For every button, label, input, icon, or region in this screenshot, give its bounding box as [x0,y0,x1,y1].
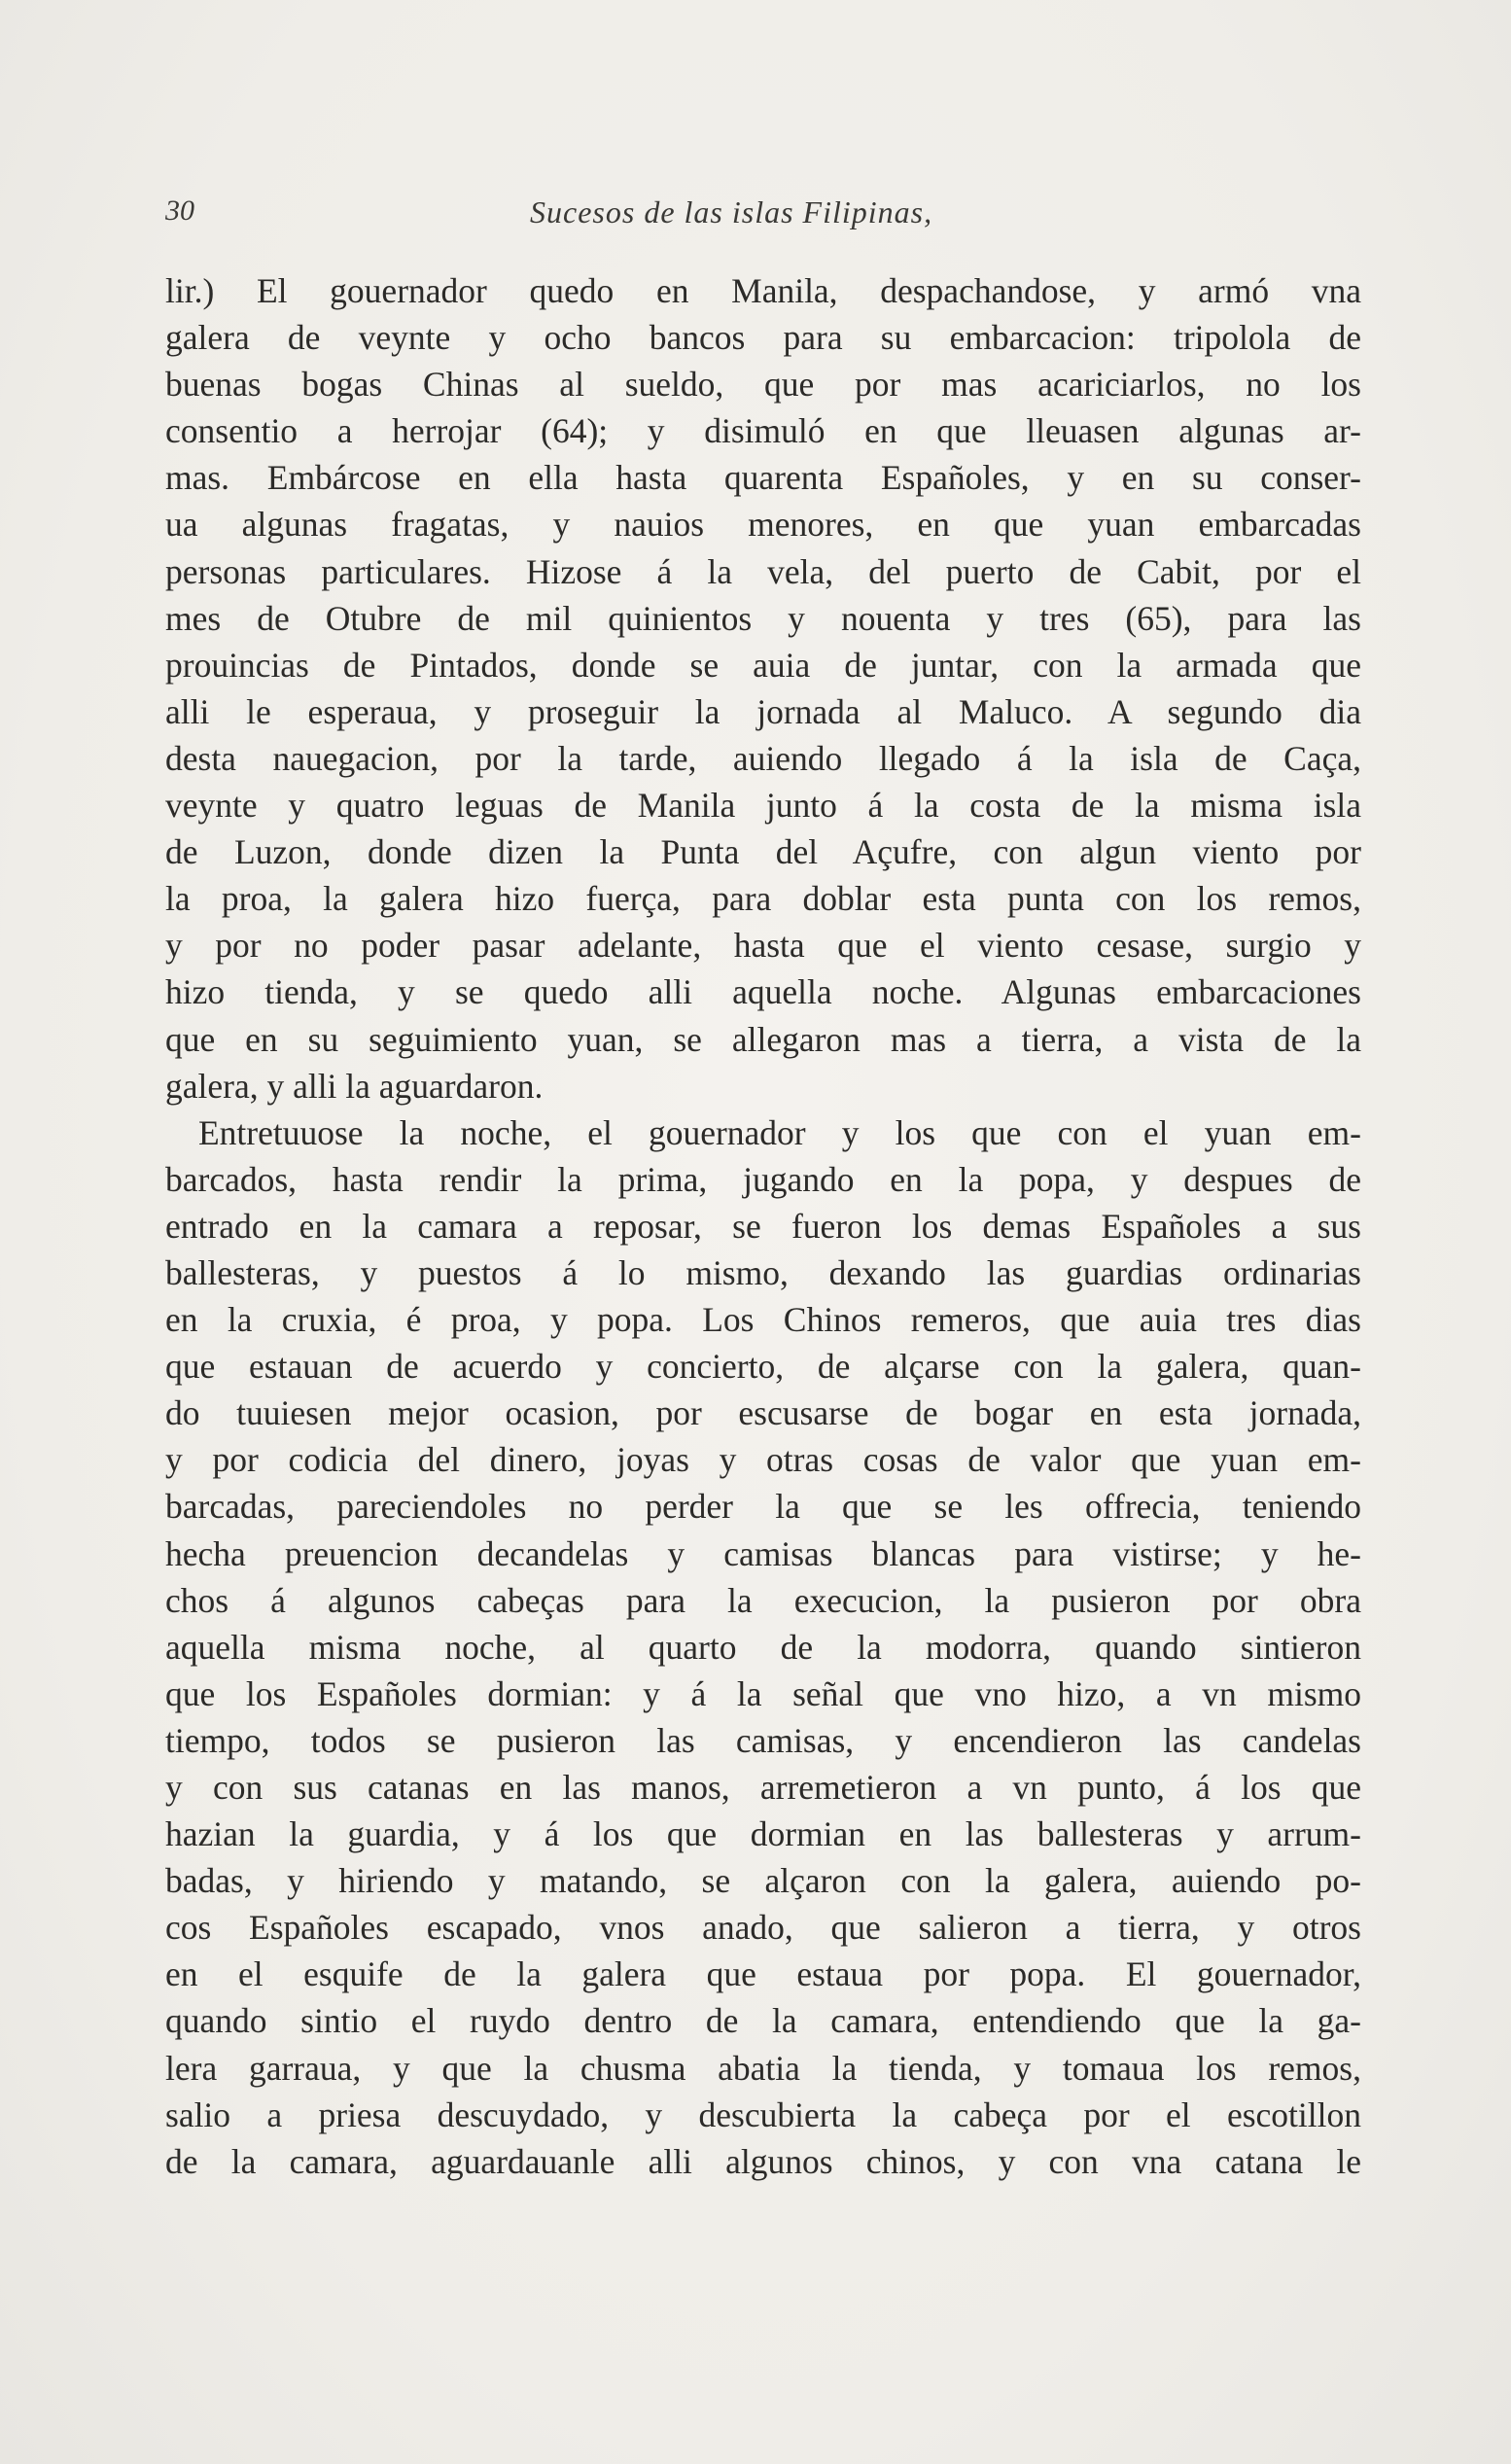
text-line: alli le esperaua, y proseguir la jornada al Maluco. A segundo dia [165,691,1361,731]
paragraph-start-line: Entretuuose la noche, el gouernador y los que con el yuan em- [198,1112,1361,1152]
text-line: mes de Otubre de mil quinientos y nouenta y tres (65), para las [165,598,1361,638]
page-number: 30 [165,194,194,227]
paragraph-end-line: galera, y alli la aguardaron. [165,1066,544,1106]
text-line: y con sus catanas en las manos, arremetieron a vn punto, á los que [165,1768,1361,1807]
text-line: hizo tienda, y se quedo alli aquella noche. Algunas embarcaciones [165,972,1361,1012]
text-line: desta nauegacion, por la tarde, auiendo llegado á la isla de Caça, [165,738,1361,778]
text-line: que en su seguimiento yuan, se allegaron mas a tierra, a vista de la [165,1019,1361,1059]
text-line: badas, y hiriendo y matando, se alçaron con la galera, auiendo po- [165,1861,1361,1901]
text-line: veynte y quatro leguas de Manila junto á la costa de la misma isla [165,786,1361,826]
text-line: barcados, hasta rendir la prima, jugando en la popa, y despues de [165,1159,1361,1199]
text-line: y por codicia del dinero, joyas y otras cosas de valor que yuan em- [165,1440,1361,1480]
text-line: hazian la guardia, y á los que dormian en las ballesteras y arrum- [165,1814,1361,1854]
text-line: quando sintio el ruydo dentro de la camara, entendiendo que la ga- [165,2001,1361,2041]
text-line: la proa, la galera hizo fuerça, para doblar esta punta con los remos, [165,879,1361,919]
text-line: barcadas, pareciendoles no perder la que se les offrecia, teniendo [165,1487,1361,1527]
text-line: prouincias de Pintados, donde se auia de juntar, con la armada que [165,645,1361,685]
text-line: que estauan de acuerdo y concierto, de alçarse con la galera, quan- [165,1347,1361,1387]
text-line: ballesteras, y puestos á lo mismo, dexando las guardias ordinarias [165,1252,1361,1292]
text-line: en la cruxia, é proa, y popa. Los Chinos remeros, que auia tres dias [165,1300,1361,1340]
text-line: que los Españoles dormian: y á la señal que vno hizo, a vn mismo [165,1673,1361,1713]
text-line: cos Españoles escapado, vnos anado, que salieron a tierra, y otros [165,1908,1361,1948]
body-text [165,267,1361,2185]
text-line: y por no poder pasar adelante, hasta que el viento cesase, surgio y [165,926,1361,966]
text-line: entrado en la camara a reposar, se fueron los demas Españoles a sus [165,1206,1361,1246]
text-line: salio a priesa descuydado, y descubierta la cabeça por el escotillon [165,2094,1361,2134]
text-line: tiempo, todos se pusieron las camisas, y encendieron las candelas [165,1720,1361,1760]
text-line: mas. Embárcose en ella hasta quarenta Españoles, y en su conser- [165,458,1361,498]
text-line: chos á algunos cabeças para la execucion, la pusieron por obra [165,1580,1361,1620]
text-line: galera de veynte y ocho bancos para su embarcacion: tripolola de [165,318,1361,358]
running-head [165,194,1381,233]
text-line: do tuuiesen mejor ocasion, por escusarse de bogar en esta jornada, [165,1393,1361,1433]
text-line: personas particulares. Hizose á la vela, del puerto de Cabit, por el [165,551,1361,591]
text-line: aquella misma noche, al quarto de la modorra, quando sintieron [165,1627,1361,1667]
text-line: lera garraua, y que la chusma abatia la tienda, y tomaua los remos, [165,2048,1361,2088]
text-line: buenas bogas Chinas al sueldo, que por mas acariciarlos, no los [165,365,1361,405]
running-title: Sucesos de las islas Filipinas, [530,194,933,229]
text-line: hecha preuencion decandelas y camisas blancas para vistirse; y he- [165,1533,1361,1573]
text-line: lir.) El gouernador quedo en Manila, despachandose, y armó vna [165,271,1361,310]
text-line: ua algunas fragatas, y nauios menores, en que yuan embarcadas [165,505,1361,545]
text-line: consentio a herrojar (64); y disimuló en que lleuasen algunas ar- [165,411,1361,451]
text-line: de Luzon, donde dizen la Punta del Açufre, con algun viento por [165,832,1361,872]
text-line: en el esquife de la galera que estaua por popa. El gouernador, [165,1954,1361,1994]
text-line: de la camara, aguardauanle alli algunos chinos, y con vna catana le [165,2141,1361,2181]
